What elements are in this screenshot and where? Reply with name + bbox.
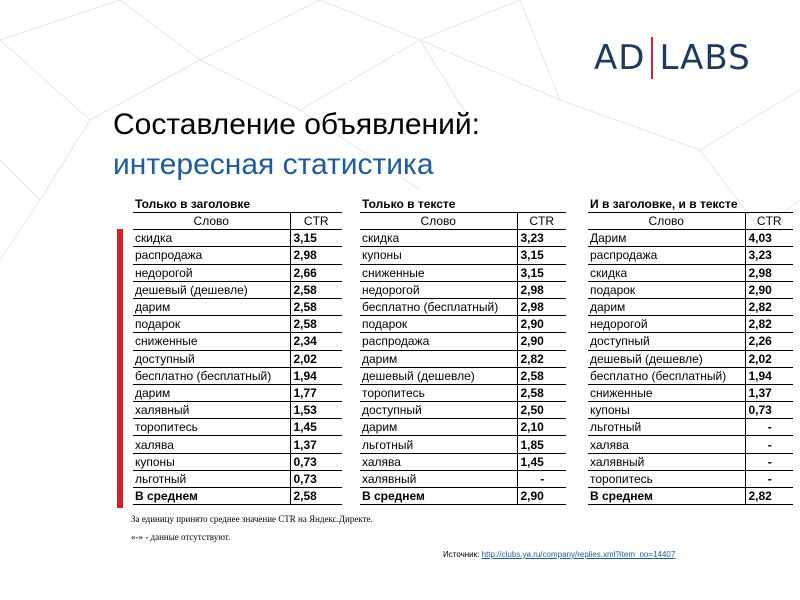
table-row	[360, 298, 566, 315]
table-row	[360, 453, 566, 470]
table-row	[133, 316, 342, 333]
cell-word: дарим	[588, 298, 745, 315]
table-row	[588, 350, 793, 367]
average-value: 2,58	[290, 488, 342, 505]
table-row	[588, 316, 793, 333]
table-row	[133, 384, 342, 401]
cell-ctr: 1,45	[517, 453, 566, 470]
cell-word: торопитесь	[133, 419, 290, 436]
cell-ctr: 2,58	[517, 367, 566, 384]
table-row	[360, 384, 566, 401]
table-row	[360, 247, 566, 264]
cell-ctr: 1,37	[745, 384, 793, 401]
cell-word: дешевый (дешевле)	[588, 350, 745, 367]
cell-word: недорогой	[360, 281, 517, 298]
cell-word: халявный	[360, 470, 517, 487]
cell-word: дешевый (дешевле)	[133, 281, 290, 298]
cell-ctr: 2,90	[517, 316, 566, 333]
cell-ctr: 2,58	[290, 281, 342, 298]
cell-ctr: 2,58	[517, 384, 566, 401]
cell-word: распродажа	[133, 247, 290, 264]
column-header-ctr: CTR	[517, 213, 566, 230]
table-row	[133, 264, 342, 281]
cell-ctr: 2,90	[517, 333, 566, 350]
table-row	[360, 316, 566, 333]
table-average-row	[360, 488, 566, 505]
cell-word: купоны	[588, 402, 745, 419]
cell-word: торопитесь	[588, 470, 745, 487]
table-row	[360, 281, 566, 298]
cell-word: доступный	[133, 350, 290, 367]
source-link[interactable]: http://clubs.ya.ru/company/replies.xml?item_no=14407	[481, 550, 676, 559]
footnote-unit: За единицу принято среднее значение CTR на Яндекс.Директе.	[131, 514, 373, 524]
cell-ctr: 2,58	[290, 316, 342, 333]
table-row	[133, 367, 342, 384]
cell-word: недорогой	[133, 264, 290, 281]
table-row	[133, 333, 342, 350]
cell-word: Дарим	[588, 230, 745, 247]
table-header-row	[588, 213, 793, 230]
cell-word: подарок	[588, 281, 745, 298]
accent-bar	[117, 229, 123, 508]
page-subtitle: интересная статистика	[113, 148, 434, 181]
table-header-row	[133, 213, 342, 230]
table-row	[588, 247, 793, 264]
table-row	[360, 419, 566, 436]
cell-word: льготный	[133, 470, 290, 487]
table-row	[588, 333, 793, 350]
cell-ctr: 2,82	[745, 298, 793, 315]
table-row	[133, 436, 342, 453]
cell-ctr: -	[517, 470, 566, 487]
cell-word: подарок	[360, 316, 517, 333]
column-header-word: Слово	[133, 213, 290, 230]
cell-word: льготный	[588, 419, 745, 436]
cell-word: дарим	[133, 298, 290, 315]
cell-word: скидка	[360, 230, 517, 247]
cell-word: халявный	[133, 402, 290, 419]
table-row	[588, 384, 793, 401]
table-average-row	[588, 488, 793, 505]
cell-ctr: 0,73	[290, 453, 342, 470]
table-row	[360, 350, 566, 367]
table-row	[588, 298, 793, 315]
cell-ctr: 3,15	[517, 264, 566, 281]
cell-ctr: -	[745, 470, 793, 487]
average-value: 2,90	[517, 488, 566, 505]
cell-ctr: 3,15	[517, 247, 566, 264]
cell-word: купоны	[133, 453, 290, 470]
cell-word: сниженные	[133, 333, 290, 350]
table-row	[133, 453, 342, 470]
cell-word: сниженные	[588, 384, 745, 401]
cell-word: недорогой	[588, 316, 745, 333]
cell-word: дарим	[133, 384, 290, 401]
cell-ctr: 4,03	[745, 230, 793, 247]
page-title: Составление объявлений:	[113, 108, 480, 141]
cell-word: торопитесь	[360, 384, 517, 401]
column-header-word: Слово	[360, 213, 517, 230]
table-header-row	[360, 213, 566, 230]
ctr-table-title-only	[133, 212, 342, 505]
cell-word: распродажа	[360, 333, 517, 350]
table-heading: Только в заголовке	[135, 197, 251, 211]
cell-ctr: 1,77	[290, 384, 342, 401]
table-row	[360, 402, 566, 419]
cell-word: льготный	[360, 436, 517, 453]
cell-ctr: 2,66	[290, 264, 342, 281]
cell-word: бесплатно (бесплатный)	[133, 367, 290, 384]
source-line	[443, 550, 675, 559]
cell-ctr: 2,90	[745, 281, 793, 298]
average-label: В среднем	[133, 488, 290, 505]
table-row	[133, 247, 342, 264]
table-row	[360, 470, 566, 487]
table-heading: И в заголовке, и в тексте	[590, 197, 738, 211]
cell-ctr: 2,50	[517, 402, 566, 419]
cell-ctr: 2,10	[517, 419, 566, 436]
table-row	[133, 230, 342, 247]
table-row	[133, 350, 342, 367]
table-row	[588, 264, 793, 281]
table-row	[588, 470, 793, 487]
cell-word: распродажа	[588, 247, 745, 264]
table-row	[360, 436, 566, 453]
table-row	[133, 402, 342, 419]
table-row	[360, 230, 566, 247]
cell-ctr: 1,53	[290, 402, 342, 419]
cell-ctr: 2,98	[290, 247, 342, 264]
cell-word: скидка	[133, 230, 290, 247]
table-row	[588, 419, 793, 436]
cell-ctr: 0,73	[290, 470, 342, 487]
table-average-row	[133, 488, 342, 505]
cell-ctr: 2,02	[745, 350, 793, 367]
column-header-word: Слово	[588, 213, 745, 230]
cell-ctr: -	[745, 453, 793, 470]
footnote-dash: «-» - данные отсутствуют.	[131, 532, 231, 542]
cell-ctr: 2,58	[290, 298, 342, 315]
cell-ctr: 3,23	[517, 230, 566, 247]
table-row	[588, 402, 793, 419]
average-label: В среднем	[360, 488, 517, 505]
average-label: В среднем	[588, 488, 745, 505]
cell-ctr: 1,85	[517, 436, 566, 453]
table-row	[360, 333, 566, 350]
cell-ctr: -	[745, 436, 793, 453]
cell-ctr: 1,94	[745, 367, 793, 384]
cell-ctr: 2,82	[745, 316, 793, 333]
cell-word: халява	[133, 436, 290, 453]
cell-ctr: 0,73	[745, 402, 793, 419]
table-row	[588, 367, 793, 384]
ctr-table-text-only	[360, 212, 566, 505]
cell-ctr: 1,94	[290, 367, 342, 384]
table-row	[588, 281, 793, 298]
cell-ctr: 2,26	[745, 333, 793, 350]
cell-word: купоны	[360, 247, 517, 264]
table-row	[360, 264, 566, 281]
table-heading: Только в тексте	[362, 197, 456, 211]
table-row	[133, 281, 342, 298]
cell-ctr: 2,34	[290, 333, 342, 350]
table-row	[133, 419, 342, 436]
cell-ctr: 2,02	[290, 350, 342, 367]
average-value: 2,82	[745, 488, 793, 505]
cell-word: скидка	[588, 264, 745, 281]
cell-word: доступный	[588, 333, 745, 350]
logo-right-text: LABS	[659, 38, 751, 78]
cell-word: бесплатно (бесплатный)	[360, 298, 517, 315]
logo-left-text: AD	[594, 38, 646, 78]
cell-ctr: 3,15	[290, 230, 342, 247]
cell-ctr: 2,98	[745, 264, 793, 281]
column-header-ctr: CTR	[290, 213, 342, 230]
cell-ctr: -	[745, 419, 793, 436]
table-row	[588, 453, 793, 470]
cell-ctr: 2,98	[517, 298, 566, 315]
cell-ctr: 2,82	[517, 350, 566, 367]
cell-word: подарок	[133, 316, 290, 333]
cell-word: доступный	[360, 402, 517, 419]
cell-word: дарим	[360, 350, 517, 367]
table-row	[360, 367, 566, 384]
table-row	[588, 436, 793, 453]
column-header-ctr: CTR	[745, 213, 793, 230]
source-label: Источник:	[443, 550, 482, 559]
cell-word: дешевый (дешевле)	[360, 367, 517, 384]
cell-word: халява	[588, 436, 745, 453]
cell-ctr: 1,45	[290, 419, 342, 436]
table-row	[133, 298, 342, 315]
cell-word: сниженные	[360, 264, 517, 281]
cell-word: халявный	[588, 453, 745, 470]
adlabs-logo	[594, 40, 751, 76]
cell-ctr: 3,23	[745, 247, 793, 264]
cell-word: бесплатно (бесплатный)	[588, 367, 745, 384]
table-row	[133, 470, 342, 487]
cell-word: дарим	[360, 419, 517, 436]
table-row	[588, 230, 793, 247]
cell-ctr: 1,37	[290, 436, 342, 453]
cell-word: халява	[360, 453, 517, 470]
ctr-table-both	[588, 212, 793, 505]
cell-ctr: 2,98	[517, 281, 566, 298]
logo-divider	[651, 37, 653, 79]
